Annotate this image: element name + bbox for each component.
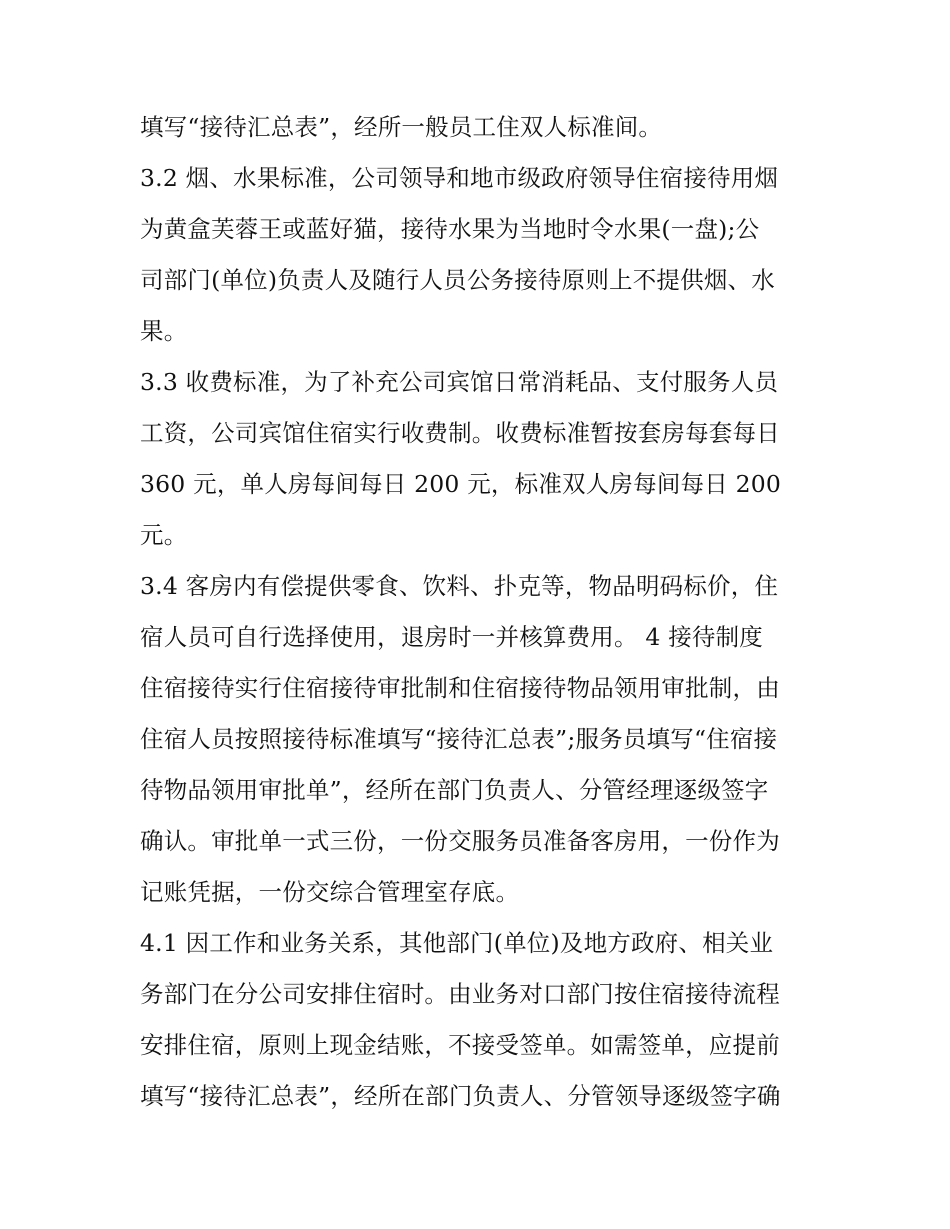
text-line: 工资，公司宾馆住宿实行收费制。收费标准暂按套房每套每日 [140,419,780,447]
text-line: 3.4 客房内有偿提供零食、饮料、扑克等，物品明码标价，住 [140,572,779,600]
text-line: 待物品领用审批单”，经所在部门负责人、分管经理逐级签字 [140,776,769,804]
text-line: 宿人员可自行选择使用，退房时一并核算费用。 4 接待制度 [140,623,763,651]
text-line: 务部门在分公司安排住宿时。由业务对口部门按住宿接待流程 [140,980,780,1008]
text-line: 安排住宿，原则上现金结账，不接受签单。如需签单，应提前 [140,1031,780,1059]
text-line: 4.1 因工作和业务关系，其他部门(单位)及地方政府、相关业 [140,929,774,957]
text-line: 为黄盒芙蓉王或蓝好猫，接待水果为当地时令水果(一盘);公 [140,215,760,243]
text-line: 确认。审批单一式三份，一份交服务员准备客房用，一份作为 [140,827,780,855]
text-line: 住宿人员按照接待标准填写“接待汇总表”;服务员填写“住宿接 [140,725,778,753]
text-line: 果。 [140,317,188,345]
text-line: 司部门(单位)负责人及随行人员公务接待原则上不提供烟、水 [140,266,775,294]
document-body [140,102,820,1122]
text-line: 元。 [140,521,188,549]
text-line: 填写“接待汇总表”，经所在部门负责人、分管领导逐级签字确 [140,1082,781,1110]
text-line: 3.3 收费标准，为了补充公司宾馆日常消耗品、支付服务人员 [140,368,779,396]
text-line: 填写“接待汇总表”，经所一般员工住双人标准间。 [140,113,663,141]
text-line: 住宿接待实行住宿接待审批制和住宿接待物品领用审批制，由 [140,674,780,702]
text-line: 3.2 烟、水果标准，公司领导和地市级政府领导住宿接待用烟 [140,164,779,192]
text-line: 记账凭据，一份交综合管理室存底。 [140,878,520,906]
text-line: 360 元，单人房每间每日 200 元，标准双人房每间每日 200 [140,470,782,498]
